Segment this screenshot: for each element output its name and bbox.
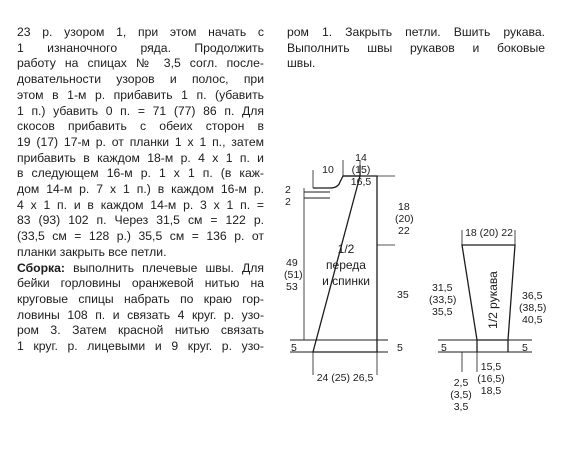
side-label: 35: [397, 289, 409, 301]
text-line: 1 п.) убавить 0 п. = 71 (77) 86 п. Для: [17, 103, 264, 118]
sleeve-title: 1/2 рукава: [486, 271, 500, 329]
neck-label: 16,5: [350, 176, 372, 188]
rib-label: 5: [397, 342, 403, 354]
text-line: планки закрыть все петли.: [17, 244, 167, 259]
edge-label: 2: [285, 184, 291, 196]
sleeve-right-label: 40,5: [522, 314, 543, 326]
rib-label: 5: [291, 342, 297, 354]
text-line: ром 1. Закрыть петли. Вшить рукава.: [287, 25, 545, 39]
length-label: 53: [286, 281, 298, 293]
sleeve-offset-label: 2,5: [453, 377, 469, 389]
text-line: круговые спицы набрать по краю гор-: [17, 291, 264, 306]
text-line: Выполнить швы рукавов и боковые: [287, 40, 545, 55]
text-line: 19 (17) 17-м р. от планки 1 х 1 п., затем: [17, 134, 264, 149]
neck-label: (15): [351, 164, 371, 176]
text-line: швы.: [287, 56, 316, 71]
text-line: 1 изнаночного ряда. Продолжить: [17, 40, 264, 55]
armhole-label: 22: [398, 225, 410, 237]
sleeve-left-label: (33,5): [429, 294, 457, 306]
rib-label: 5: [522, 342, 528, 354]
sleeve-bottom-label: 18,5: [480, 385, 502, 397]
neck-label: 14: [355, 152, 367, 164]
length-label: 49: [286, 257, 298, 269]
body-schematic: [284, 152, 414, 384]
text-line: работу на спицах № 3,5 согл. после-: [17, 56, 264, 71]
sleeve-left-label: 31,5: [432, 282, 453, 294]
text-line: 23 р. узором 1, при этом начать с: [17, 25, 264, 39]
text-line: (33,5 см = 128 р.) 35,5 см = 136 р. от: [17, 229, 264, 244]
sleeve-left-label: 35,5: [432, 306, 453, 318]
shoulder-label: 10: [322, 164, 334, 176]
armhole-label: 18: [398, 201, 410, 213]
width-label: 24 (25) 26,5: [316, 372, 374, 384]
sleeve-right-label: 36,5: [522, 290, 543, 302]
text-line: скосов прибавить с обеих сторон в: [17, 119, 264, 134]
sleeve-offset-label: 3,5: [453, 401, 469, 413]
rib-label: 5: [441, 342, 447, 354]
text-line: 4 х 1 п. и в каждом 14-м р. 3 х 1 п. =: [17, 197, 264, 212]
sleeve-right-label: (38,5): [519, 302, 547, 314]
text-line: ром 3. Затем красной нитью связать: [17, 323, 264, 338]
text-line: довательности узоров и полос, при: [17, 72, 264, 87]
body-title-line1: 1/2: [337, 242, 355, 256]
text-line: ловины 108 п. и связать 4 круг. р. узо-: [17, 307, 264, 322]
text-line: этом в 1-м р. прибавить 1 п. (убавить: [17, 87, 264, 102]
text-line: бейки горловины оранжевой нитью на: [17, 276, 264, 291]
length-label: (51): [284, 269, 303, 281]
text-line: в следующем 16-м р. 1 х 1 п. (в каж-: [17, 166, 264, 181]
sleeve-bottom-label: 15,5: [480, 361, 502, 373]
armhole-label: (20): [395, 213, 414, 225]
text-line: 83 (93) 102 п. Через 31,5 см = 122 р.: [17, 213, 264, 228]
sleeve-offset-label: (3,5): [450, 389, 472, 401]
sleeve-top-label: 18 (20) 22: [465, 227, 513, 239]
assembly-text: выполнить плечевые швы. Для: [65, 260, 264, 275]
sleeve-bottom-label: (16,5): [477, 373, 505, 385]
assembly-label: Сборка:: [17, 260, 65, 275]
edge-label: 2: [285, 196, 291, 208]
sleeve-schematic: [429, 227, 546, 413]
text-line: 1 круг. р. лицевыми и 9 круг. р. узо-: [17, 339, 264, 354]
text-line: прибавить в каждом 18-м р. 4 х 1 п. и: [17, 150, 264, 165]
text-line: дом 14-м р. 7 х 1 п.) в каждом 16-м р.: [17, 182, 264, 197]
body-title-line2: переда: [326, 258, 366, 272]
body-title-line3: и спинки: [322, 274, 370, 288]
